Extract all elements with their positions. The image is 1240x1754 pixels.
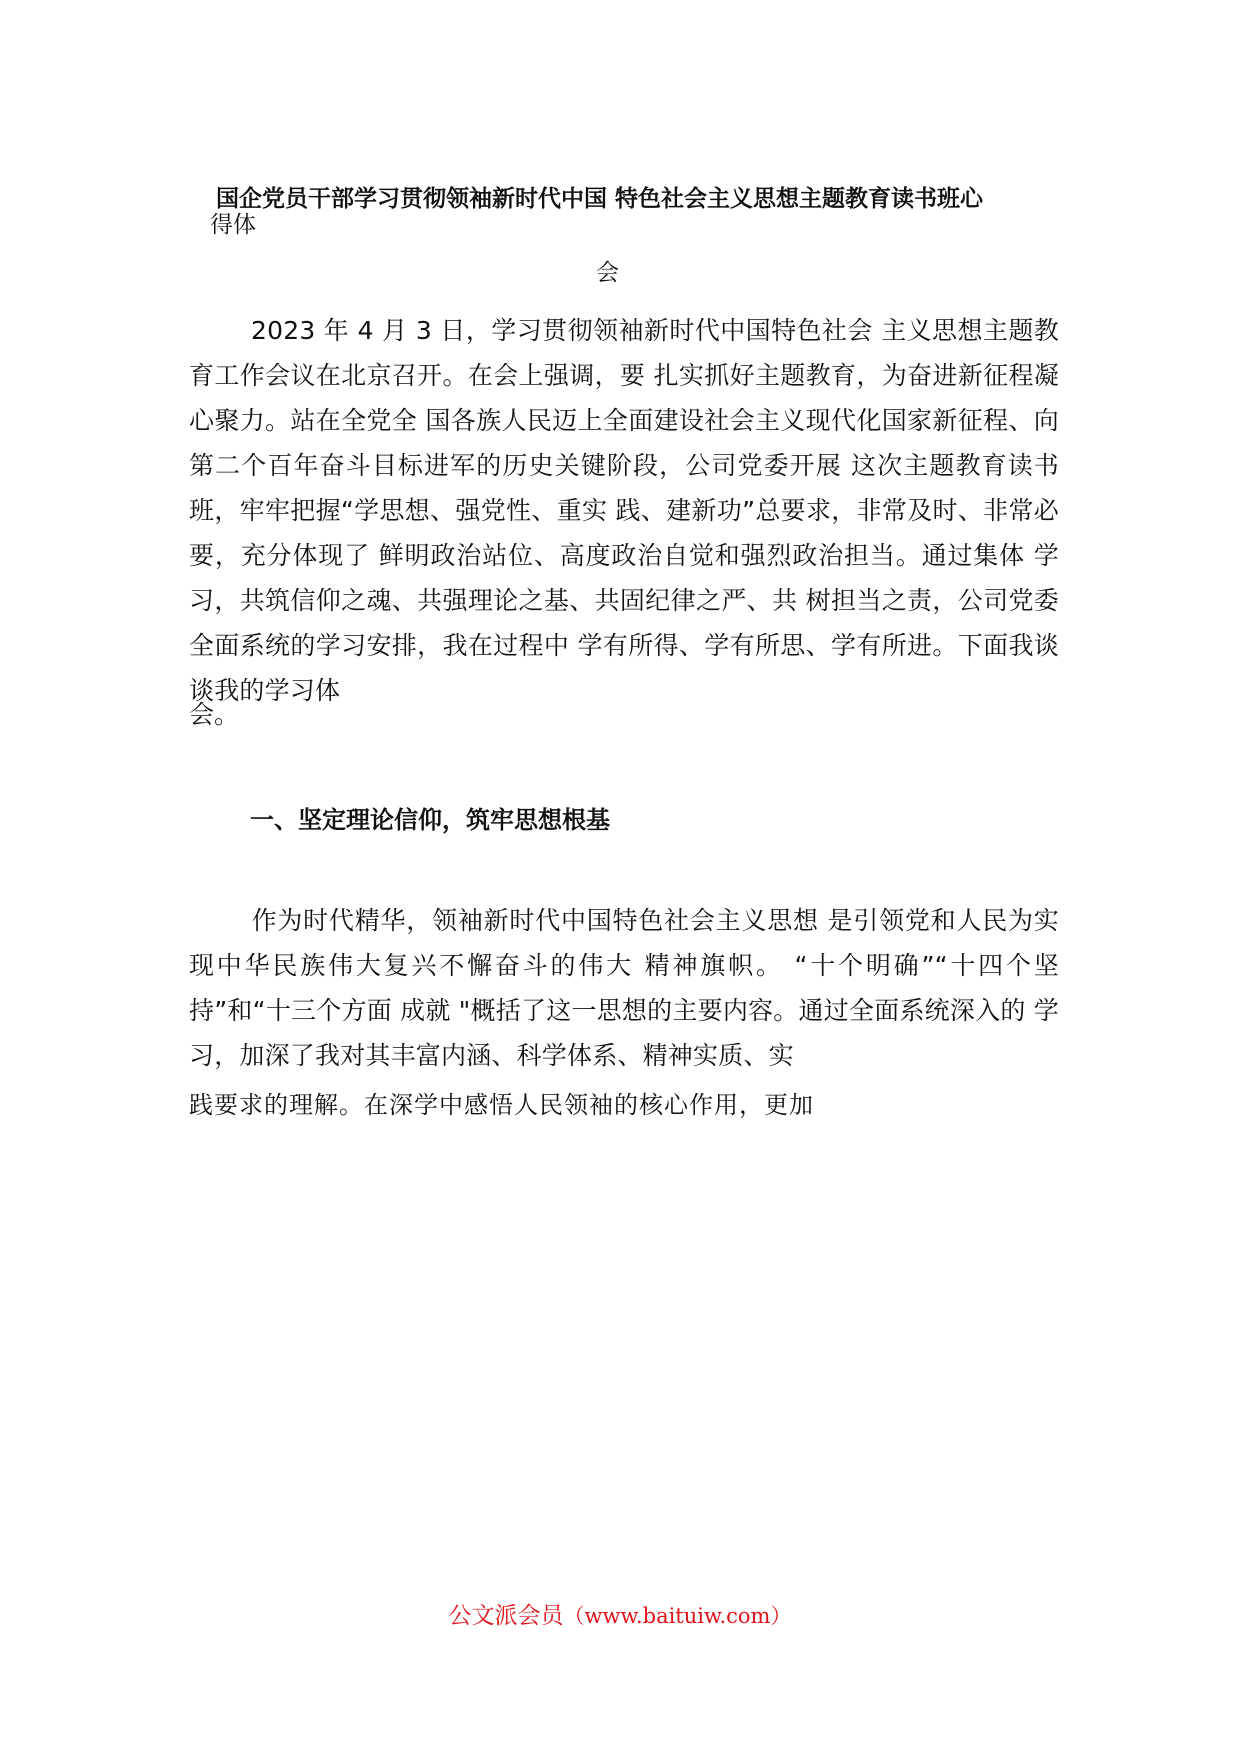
paragraph-section-1-text: 作为时代精华，领袖新时代中国特色社会主义思想 是引领党和人民为实现中华民族伟大复兴不懈奋斗的伟大 精神旗帜。 “十个明确”“十四个坚持”和“十三个方面 成就 "概括了这一思想的主要内容。通过全面系统深入的 学习，加深了我对其丰富内涵、科学体系、精神实质、实	[189, 906, 1059, 1070]
document-title-continuation: 得体	[210, 212, 256, 238]
paragraph-section-1-tail: 践要求的理解。在深学中感悟人民领袖的核心作用，更加	[189, 1091, 814, 1119]
footer-watermark	[0, 1597, 1240, 1630]
footer-url[interactable]: （www.baituiw.com）	[563, 1604, 792, 1628]
document-title: 国企党员干部学习贯彻领袖新时代中国 特色社会主义思想主题教育读书班心	[216, 186, 984, 212]
paragraph-intro	[189, 308, 1059, 713]
footer-brand: 公文派会员	[448, 1603, 564, 1629]
paragraph-section-1	[189, 898, 1059, 1078]
paragraph-intro-text: 2023 年 4 月 3 日，学习贯彻领袖新时代中国特色社会 主义思想主题教育工作会议在北京召开。在会上强调，要 扎实抓好主题教育，为奋进新征程凝心聚力。站在全党全 国各族人民迈上全面建设社会主义现代化国家新征程、向 第二个百年奋斗目标进军的历史关键阶段，公司党委开展 这次主题教育读书班，牢牢把握“学思想、强党性、重实 践、建新功”总要求，非常及时、非常必要，充分体现了 鲜明政治站位、高度政治自觉和强烈政治担当。通过集体 学习，共筑信仰之魂、共强理论之基、共固纪律之严、共 树担当之责，公司党委全面系统的学习安排，我在过程中 学有所得、学有所思、学有所进。下面我谈谈我的学习体	[189, 316, 1059, 705]
paragraph-intro-tail: 会。	[189, 700, 240, 729]
section-heading-1: 一、坚定理论信仰，筑牢思想根基	[250, 806, 610, 834]
document-title-continuation-2: 会	[596, 260, 619, 286]
